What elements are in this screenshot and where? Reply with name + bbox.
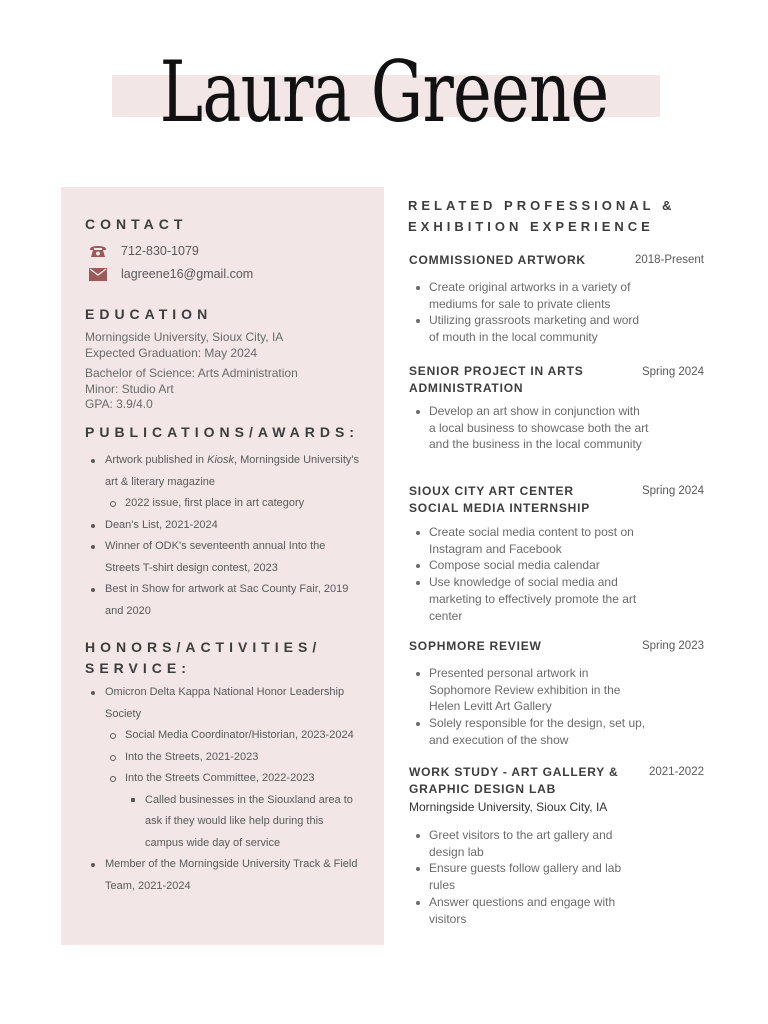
- job-bullet: Presented personal artwork in Sophomore Review exhibition in the Helen Levitt Art Gallery: [409, 665, 649, 715]
- honors-item: Social Media Coordinator/Historian, 2023-2024: [85, 725, 360, 747]
- job-bullets: [409, 403, 649, 453]
- education-minor: Minor: Studio Art: [85, 381, 174, 396]
- publication-kiosk: Kiosk: [207, 454, 235, 466]
- job-bullet: Utilizing grassroots marketing and word of mouth in the local community: [409, 312, 649, 345]
- education-heading: EDUCATION: [85, 306, 213, 322]
- job-bullet: Create social media content to post on Instagram and Facebook: [409, 524, 649, 557]
- honors-heading-line1: HONORS/ACTIVITIES/: [85, 639, 322, 655]
- education-block: [85, 330, 298, 413]
- job-bullets: [409, 524, 649, 624]
- job-title-line2: GRAPHIC DESIGN LAB: [409, 782, 557, 796]
- resume-name: Laura Greene: [159, 43, 609, 141]
- publication-item: Winner of ODK's seventeenth annual Into the Streets T-shirt design contest, 2023: [85, 536, 360, 579]
- publications-list: [85, 450, 360, 622]
- honors-item: Into the Streets, 2021-2023: [85, 747, 360, 769]
- experience-heading: [408, 195, 675, 237]
- job-bullet: Compose social media calendar: [409, 557, 649, 574]
- job-title: [409, 483, 590, 517]
- publication-item: Best in Show for artwork at Sac County Fair, 2019 and 2020: [85, 579, 360, 622]
- honors-heading: [85, 637, 321, 679]
- job-title: COMMISSIONED ARTWORK: [409, 253, 586, 267]
- job-bullet: Ensure guests follow gallery and lab rules: [409, 860, 649, 893]
- experience-heading-line2: EXHIBITION EXPERIENCE: [408, 219, 654, 234]
- job-date: Spring 2023: [641, 640, 704, 652]
- contact-email-row: [88, 267, 253, 281]
- job-title: SOPHMORE REVIEW: [409, 639, 542, 653]
- job-bullets: [409, 827, 649, 927]
- job-title-line2: SOCIAL MEDIA INTERNSHIP: [409, 501, 591, 515]
- publication-item: Dean's List, 2021-2024: [85, 515, 360, 537]
- email-address[interactable]: lagreene16@gmail.com: [121, 267, 254, 281]
- publication-item: Artwork published in Kiosk, Morningside University's art & literary magazine: [85, 450, 360, 493]
- job-bullet: Greet visitors to the art gallery and design lab: [409, 827, 649, 860]
- job-bullet: Develop an art show in conjunction with a local business to showcase both the art and the business in the local community: [409, 403, 649, 453]
- phone-number: 712-830-1079: [121, 244, 199, 258]
- job-subtitle: Morningside University, Sioux City, IA: [409, 800, 608, 814]
- envelope-icon: [88, 267, 108, 281]
- honors-item: Omicron Delta Kappa National Honor Leadership Society: [85, 682, 360, 725]
- job-title: SENIOR PROJECT IN ARTS ADMINISTRATION: [409, 364, 584, 395]
- education-graduation: Expected Graduation: May 2024: [85, 345, 258, 360]
- publications-heading: PUBLICATIONS/AWARDS:: [85, 424, 359, 440]
- job-date: 2018-Present: [634, 254, 704, 266]
- job-date: Spring 2024: [641, 366, 704, 378]
- honors-list: [85, 682, 360, 897]
- job-bullet: Create original artworks in a variety of mediums for sale to private clients: [409, 279, 649, 312]
- education-school: Morningside University, Sioux City, IA: [85, 330, 284, 344]
- contact-phone-row: [88, 244, 199, 258]
- honors-item: Into the Streets Committee, 2022-2023: [85, 768, 360, 790]
- job-bullet: Solely responsible for the design, set up, and execution of the show: [409, 715, 649, 748]
- job-title-line1: SIOUX CITY ART CENTER: [409, 484, 574, 498]
- experience-heading-line1: RELATED PROFESSIONAL &: [408, 198, 676, 213]
- education-degree: Bachelor of Science: Arts Administration: [85, 366, 298, 380]
- contact-heading: CONTACT: [85, 216, 188, 232]
- education-gpa: GPA: 3.9/4.0: [85, 397, 153, 411]
- job-bullet: Answer questions and engage with visitors: [409, 894, 649, 927]
- phone-icon: [88, 244, 108, 258]
- honors-item: Called businesses in the Siouxland area to ask if they would like help during this campus wide day of service: [85, 790, 360, 855]
- job-date: 2021-2022: [649, 766, 704, 778]
- job-title-line1: WORK STUDY - ART GALLERY &: [409, 765, 619, 779]
- job-date: Spring 2024: [641, 485, 704, 497]
- publication-item: 2022 issue, first place in art category: [85, 493, 360, 515]
- job-bullets: [409, 279, 649, 346]
- job-bullets: [409, 665, 649, 749]
- job-bullet: Use knowledge of social media and marketing to effectively promote the art center: [409, 574, 649, 624]
- honors-item: Member of the Morningside University Track & Field Team, 2021-2024: [85, 854, 360, 897]
- honors-heading-line2: SERVICE:: [85, 660, 191, 676]
- job-title: [409, 764, 618, 798]
